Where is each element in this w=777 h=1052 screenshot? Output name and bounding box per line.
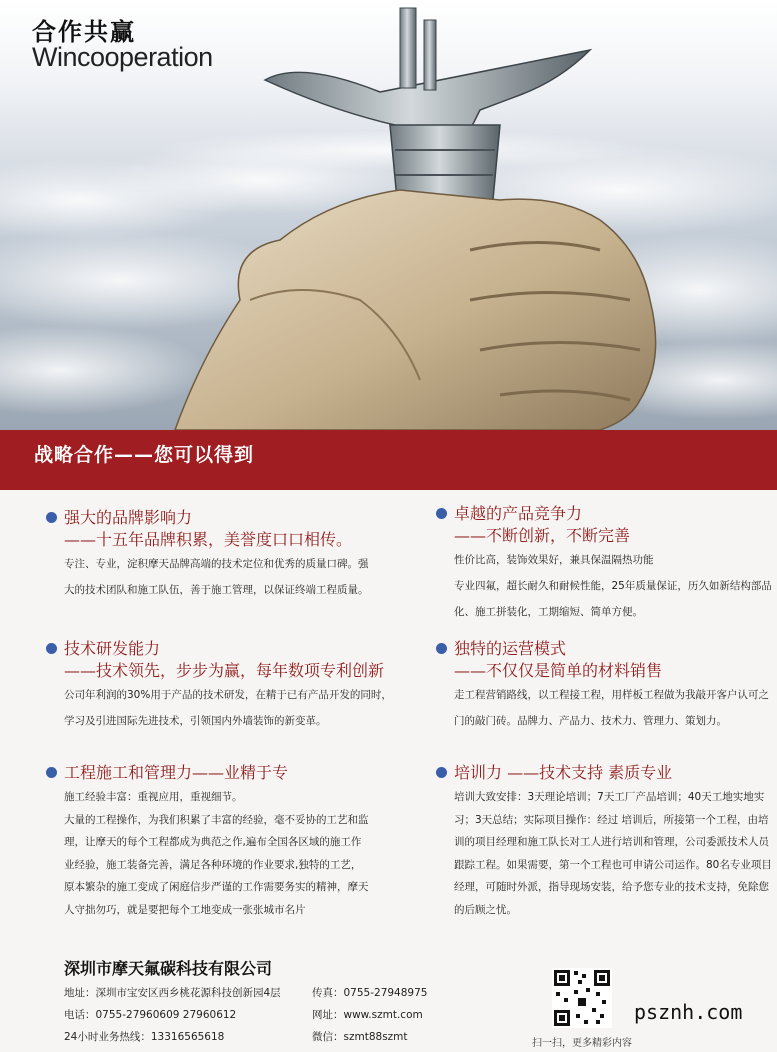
section-banner — [0, 430, 777, 490]
section-body — [46, 682, 406, 734]
body-line: 性价比高，装饰效果好，兼具保温隔热功能 — [454, 554, 654, 566]
section-subtitle: ——不断创新，不断完善 — [454, 526, 631, 545]
bullet-icon — [46, 512, 57, 523]
operations-section — [436, 638, 776, 734]
section-body — [46, 786, 406, 921]
section-subtitle: ——技术领先，步步为赢，每年数项专利创新 — [64, 661, 385, 680]
brand-influence-section — [46, 507, 386, 603]
company-phone: 电话：0755-27960609 27960612 — [64, 1009, 237, 1021]
company-name: 深圳市摩天氟碳科技有限公司 — [64, 959, 273, 978]
section-subtitle: ——十五年品牌积累，美誉度口口相传。 — [64, 530, 353, 549]
body-line: 习；3天总结；实际项目操作：经过 培训后，所接第一个工程，由培 — [454, 813, 769, 826]
bullet-icon — [46, 643, 57, 654]
section-title: 工程施工和管理力——业精于专 — [64, 763, 289, 782]
body-line: 专注、专业，淀积摩天品牌高端的技术定位和优秀的质量口碑。强 — [64, 558, 369, 570]
company-website: 网址：www.szmt.com — [312, 1009, 423, 1021]
section-body — [436, 682, 776, 734]
body-line: 施工经验丰富：重视应用，重视细节。 — [64, 791, 243, 803]
body-line: 走工程营销路线，以工程接工程，用样板工程做为我敲开客户认可之 — [454, 689, 769, 701]
hero-image — [0, 0, 777, 430]
qr-caption: 扫一扫，更多精彩内容 — [532, 1038, 632, 1049]
body-line: 经理，可随时外派，指导现场安装，给予您专业的技术支持，免除您 — [454, 881, 769, 893]
bullet-icon — [436, 767, 447, 778]
body-line: 门的敲门砖。品牌力、产品力、技术力、管理力、策划力。 — [454, 715, 727, 727]
body-line: 化、施工拼装化，工期缩短、简单方便。 — [454, 606, 643, 618]
brand-title-cn: 合作共赢 — [32, 18, 136, 46]
product-section — [436, 503, 776, 625]
rnd-section — [46, 638, 406, 734]
section-title: 技术研发能力 — [64, 639, 161, 658]
bullet-icon — [46, 767, 57, 778]
section-body — [436, 547, 776, 625]
body-line: 理，让摩天的每个工程都成为典范之作,遍布全国各区域的施工作 — [64, 836, 362, 848]
clasped-hands — [175, 190, 656, 430]
banner-title: 战略合作——您可以得到 — [34, 444, 255, 466]
body-line: 训的项目经理和施工队长对工人进行培训和管理，公司委派技术人员 — [454, 836, 769, 848]
body-line: 大量的工程操作，为我们积累了丰富的经验，毫不妥协的工艺和监 — [64, 813, 369, 826]
body-line: 公司年利润的30%用于产品的技术研发，在精于已有产品开发的同时， — [64, 689, 392, 701]
qr-code-icon — [552, 968, 612, 1028]
body-line: 业经验，施工装备完善，满足各种环境的作业要求,独特的工艺， — [64, 858, 362, 871]
section-body — [436, 786, 776, 921]
watermark: psznh.com — [634, 1000, 743, 1024]
section-title: 卓越的产品竞争力 — [454, 504, 583, 523]
body-line: 人守拙勿巧，就是要把每个工地变成一张张城市名片 — [64, 903, 306, 916]
section-subtitle: ——不仅仅是简单的材料销售 — [454, 661, 663, 680]
body-line: 原本繁杂的施工变成了闲庭信步严谨的工作需要务实的精神，摩天 — [64, 881, 369, 893]
section-title: 培训力 ——技术支持 素质专业 — [454, 763, 673, 782]
bullet-icon — [436, 508, 447, 519]
company-hotline: 24小时业务热线：13316565618 — [64, 1031, 225, 1043]
body-line: 专业四氟，超长耐久和耐候性能，25年质量保证，历久如新结构部品 — [454, 580, 772, 592]
body-line: 跟踪工程。如果需要，第一个工程也可申请公司运作。80名专业项目 — [454, 858, 772, 871]
section-title: 强大的品牌影响力 — [64, 508, 193, 527]
body-line: 培训大致安排：3天理论培训；7天工厂产品培训；40天工地实地实 — [454, 791, 765, 803]
section-body — [46, 551, 386, 603]
body-line: 学习及引进国际先进技术，引领国内外墙装饰的新变革。 — [64, 715, 327, 727]
company-wechat: 微信：szmt88szmt — [312, 1031, 408, 1043]
company-fax: 传真：0755-27948975 — [312, 987, 428, 999]
body-line: 大的技术团队和施工队伍，善于施工管理，以保证终端工程质量。 — [64, 584, 369, 596]
body-line: 的后顾之忧。 — [454, 903, 517, 916]
brand-title-en: Wincooperation — [32, 42, 213, 72]
training-section — [436, 762, 776, 921]
section-title: 独特的运营模式 — [454, 639, 567, 658]
company-address: 地址：深圳市宝安区西乡桃花源科技创新园4层 — [64, 987, 281, 999]
construction-section — [46, 762, 406, 921]
bullet-icon — [436, 643, 447, 654]
